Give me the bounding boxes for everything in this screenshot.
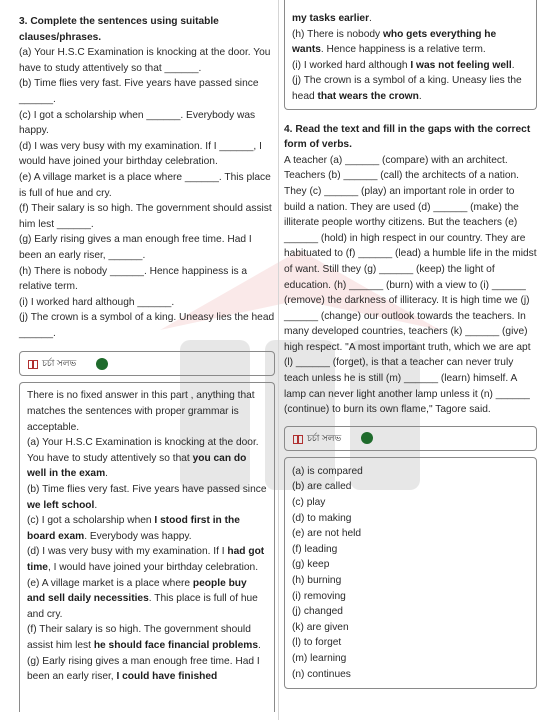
left-column bbox=[19, 0, 275, 712]
answer-item: (k) are given bbox=[292, 621, 349, 633]
question-item: (c) I got a scholarship when ______. Everybody was happy. bbox=[19, 109, 256, 137]
solve-tab-2[interactable] bbox=[284, 426, 537, 451]
question-item: (h) There is nobody ______. Hence happiness is a relative term. bbox=[19, 265, 248, 293]
answer-item: (j) changed bbox=[292, 606, 343, 618]
answer-fill: he should face financial problems bbox=[93, 639, 258, 651]
section3-items bbox=[19, 45, 275, 341]
question-item: (b) Time flies very fast. Five years have passed since ______. bbox=[19, 78, 259, 105]
answer-text: (c) I got a scholarship when bbox=[27, 515, 155, 527]
answer-fill: who gets everything he wants bbox=[292, 28, 497, 56]
answer-fill: had got time bbox=[27, 546, 265, 573]
right-column bbox=[284, 0, 537, 689]
section4-answers bbox=[292, 464, 529, 682]
answer-item bbox=[27, 435, 267, 482]
answer-fill: I stood first in the board exam bbox=[27, 515, 240, 542]
answer-text: (b) Time flies very fast. Five years have passed since bbox=[27, 484, 267, 496]
answer-item: (f) leading bbox=[292, 543, 338, 555]
solve-tab-label: চর্চা সলভ bbox=[42, 358, 77, 369]
answer-text: . bbox=[257, 639, 261, 651]
section4-answer-box bbox=[284, 457, 537, 689]
answer-item bbox=[27, 513, 267, 544]
question-item: (e) A village market is a place where ______. This place is full of hue and cry. bbox=[19, 171, 271, 199]
answer-text: (j) The crown is a symbol of a king. Uneasy lies the head bbox=[292, 75, 522, 102]
answer-text: , I would have joined your birthday celebration. bbox=[47, 562, 259, 573]
answer-text: . bbox=[105, 468, 108, 480]
section3-answers bbox=[27, 435, 267, 685]
answer-item bbox=[292, 58, 529, 74]
column-divider bbox=[278, 0, 279, 720]
answer-text: (h) There is nobody bbox=[292, 28, 383, 40]
answer-text: . bbox=[369, 13, 372, 24]
solve-tab-label: চর্চা সলভ bbox=[307, 432, 342, 443]
answer-item bbox=[27, 654, 267, 685]
answer-text: . This place is full of hue and cry. bbox=[27, 593, 258, 620]
answer-fill: I could have finished bbox=[116, 671, 218, 683]
answer-fill: we left school bbox=[27, 499, 95, 511]
answer-fill: that wears the crown bbox=[317, 90, 419, 102]
answer-text: . bbox=[94, 499, 98, 511]
answer-text: (i) I worked hard although bbox=[292, 59, 411, 71]
answer-item: (h) burning bbox=[292, 575, 342, 586]
answer-item: (l) to forget bbox=[292, 637, 342, 649]
question-item: (d) I was very busy with my examination. If I ______, I would have joined your birthday celebration. bbox=[19, 140, 262, 168]
answer-item: (e) are not held bbox=[292, 528, 362, 540]
answer-text: . bbox=[511, 59, 515, 71]
answer-item: (b) are called bbox=[292, 481, 352, 493]
answer-item bbox=[292, 27, 529, 58]
answer-text: (f) Their salary is so high. The government should assist him lest bbox=[27, 624, 251, 651]
answer-fill: my tasks earlier bbox=[292, 13, 370, 24]
answer-item bbox=[27, 544, 267, 575]
answer-fill: people buy and sell daily necessities bbox=[27, 577, 247, 605]
question-item: (j) The crown is a symbol of a king. Uneasy lies the head ______. bbox=[19, 312, 275, 339]
answer-text: . bbox=[418, 90, 422, 102]
answer-item bbox=[27, 622, 267, 653]
answer-item: (g) keep bbox=[292, 559, 330, 571]
answer-text: (g) Early rising gives a man enough free time. Had I been an early riser, bbox=[27, 655, 260, 683]
answer-intro: There is no fixed answer in this part , anything that matches the sentences with proper grammar is acceptable. bbox=[27, 390, 255, 433]
answer-item bbox=[292, 11, 529, 27]
solve-tab[interactable] bbox=[19, 351, 275, 376]
section3-answer-box-continued bbox=[284, 0, 537, 110]
answer-item: (d) to making bbox=[292, 512, 352, 524]
answer-fill: you can do well in the exam bbox=[27, 452, 247, 480]
section3-answers-continued bbox=[292, 11, 529, 105]
answer-text: (a) Your H.S.C Examination is knocking at the door. You have to study attentively so that bbox=[27, 437, 259, 464]
answer-fill: I was not feeling well bbox=[410, 59, 512, 71]
question-item: (g) Early rising gives a man enough free time. Had I been an early riser, ______. bbox=[19, 234, 252, 261]
answer-item: (m) learning bbox=[292, 652, 347, 664]
section3-answer-box bbox=[19, 382, 275, 712]
answer-text: . Everybody was happy. bbox=[84, 530, 192, 542]
status-dot bbox=[96, 358, 108, 370]
status-dot bbox=[361, 432, 373, 444]
question-item: (i) I worked hard although ______. bbox=[19, 296, 175, 308]
answer-text: (d) I was very busy with my examination. If I bbox=[27, 546, 228, 558]
question-item: (f) Their salary is so high. The government should assist him lest ______. bbox=[19, 203, 272, 230]
answer-item: (a) is compared bbox=[292, 465, 363, 477]
answer-text: . Hence happiness is a relative term. bbox=[320, 44, 486, 56]
book-icon bbox=[293, 434, 303, 443]
answer-item bbox=[292, 73, 529, 104]
answer-text: (e) A village market is a place where bbox=[27, 577, 193, 589]
section3-heading: 3. Complete the sentences using suitable clauses/phrases. bbox=[19, 16, 219, 43]
answer-item bbox=[27, 482, 267, 513]
section4-heading: 4. Read the text and fill in the gaps with the correct form of verbs. bbox=[284, 123, 531, 151]
answer-item: (i) removing bbox=[292, 590, 346, 602]
answer-item bbox=[27, 576, 267, 623]
section4-passage: A teacher (a) ______ (compare) with an architect. Teachers (b) ______ (call) the architects of a nation. They (c) ______ (play) an important role in order to build a nation. They are used (d) ______ (make) the illiterate people worthy citizens. But the teachers (e) ______ (hold) in high respect in our country. They are habituated to (f) ______ (lead) a humble life in the midst of want. Still they (g) ______ (keep) the light of education. (h) ______ (burn) with a view to (i) ______ (remove) the darkness of illiteracy. It is high time we (j) ______ (change) our outlook towards the teachers. In many developed countries, teachers (k) ______ (give) high respect. "A most important truth, which we are apt (l) ______ (forget), is that a teacher can never truly teach unless he is still (m) ______ (learn) himself. A lamp can never light another lamp unless it (n) ______ (continue) to burn its own flame," Tagore said. bbox=[284, 154, 537, 416]
answer-item: (c) play bbox=[292, 497, 326, 509]
book-icon bbox=[28, 359, 38, 368]
answer-item: (n) continues bbox=[292, 668, 351, 680]
question-item: (a) Your H.S.C Examination is knocking at the door. You have to study attentively so that ______. bbox=[19, 47, 271, 74]
